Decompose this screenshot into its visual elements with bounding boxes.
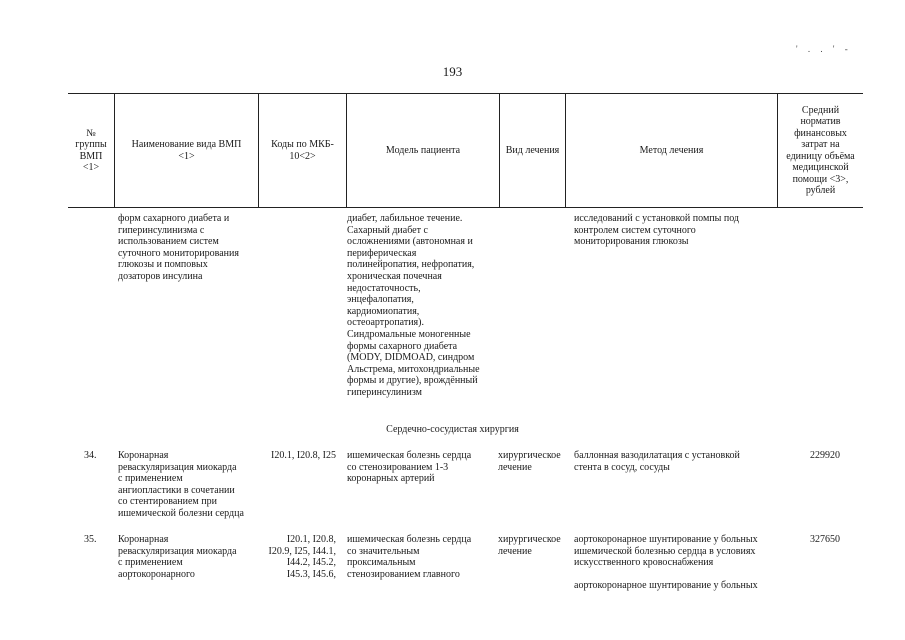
page-number: 193 <box>442 64 463 79</box>
section-title: Сердечно-сосудистая хирургия <box>386 424 519 435</box>
row-icd-codes: I20.1, I20.8, I20.9, I25, I44.1, I44.2, I45.2, I45.3, I45.6, <box>268 534 336 580</box>
row-icd-codes: I20.1, I20.8, I25 <box>271 450 336 461</box>
header-patient-model: Модель пациента <box>385 144 461 156</box>
row-average-cost: 327650 <box>810 534 840 545</box>
row-number: 34. <box>84 450 97 461</box>
cont-row-treatment-method: исследований с установкой помпы под контролем систем суточного мониторирования глюкозы <box>574 213 739 248</box>
header-treatment-method: Метод лечения <box>639 144 704 156</box>
row-patient-model: ишемическая болезнь сердца со стенозированием 1-3 коронарных артерий <box>347 450 472 485</box>
header-icd-codes: Коды по МКБ- 10<2> <box>271 139 334 162</box>
row-treatment-type: хирургическое лечение <box>498 450 561 473</box>
header-vmp-name: Наименование вида ВМП <1> <box>131 139 242 162</box>
row-treatment-method: аортокоронарное шунтирование у больных ишемической болезнью сердца в условиях искусственного кровоснабжения <box>574 534 758 569</box>
header-group-number: № группы ВМП <1> <box>75 127 107 173</box>
row-treatment-type: хирургическое лечение <box>498 534 561 557</box>
row-vmp-name: Коронарная реваскуляризация миокарда с применением ангиопластики в сочетании со стентированием при ишемической болезни сердца <box>118 450 244 519</box>
cont-row-patient-model: диабет, лабильное течение. Сахарный диабет с осложнениями (автономная и периферическая полинейропатия, нефропатия, хроническая почечная недостаточность, энцефалопатия, кардиомиопатия, остеоартропатия). Синдромальные моногенные формы сахарного диабета (MODY, DIDMOAD, синдром Альстрема, митохондриальные формы и другие), врождённый гиперинсулинизм <box>347 213 480 398</box>
row-treatment-method-2: аортокоронарное шунтирование у больных <box>574 580 758 591</box>
header-average-cost: Средний норматив финансовых затрат на единицу объёма медицинской помощи <3>, рублей <box>786 104 855 196</box>
row-vmp-name: Коронарная реваскуляризация миокарда с применением аортокоронарного <box>118 534 237 580</box>
row-number: 35. <box>84 534 97 545</box>
table-header <box>68 93 863 208</box>
row-treatment-method: баллонная вазодилатация с установкой стента в сосуд, сосуды <box>574 450 740 473</box>
cont-row-vmp-name: форм сахарного диабета и гиперинсулинизма с использованием систем суточного мониторирования глюкозы и помповых дозаторов инсулина <box>118 213 239 282</box>
header-treatment-type: Вид лечения <box>505 144 560 156</box>
row-average-cost: 229920 <box>810 450 840 461</box>
row-patient-model: ишемическая болезнь сердца со значительным проксимальным стенозированием главного <box>347 534 472 580</box>
scan-specks: ' . . ' - <box>796 44 852 54</box>
